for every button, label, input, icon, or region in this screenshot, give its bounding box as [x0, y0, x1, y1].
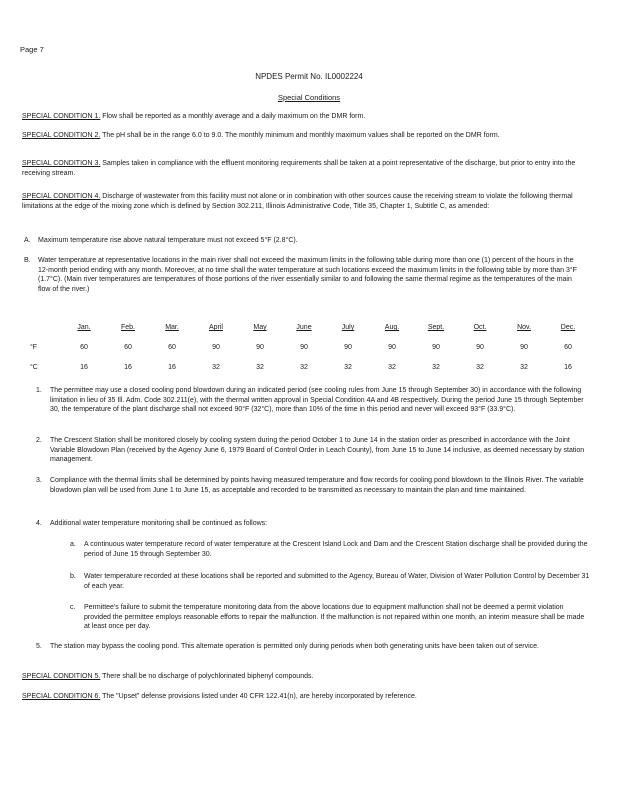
temperature-value: 60: [124, 344, 132, 351]
special-condition-4: [22, 192, 594, 211]
condition-4b: [24, 256, 578, 294]
month-header: Aug.: [384, 324, 400, 331]
temperature-value: 32: [476, 364, 484, 371]
temperature-value: 90: [476, 344, 484, 351]
month-header: July: [341, 324, 355, 331]
temperature-value: 32: [344, 364, 352, 371]
month-header: April: [208, 324, 223, 331]
temperature-value: 32: [256, 364, 264, 371]
temperature-limits-table: [30, 324, 590, 384]
numbered-item-5: [36, 642, 590, 652]
item-letter: a.: [70, 541, 76, 548]
temperature-value: 32: [212, 364, 220, 371]
temperature-value: 32: [432, 364, 440, 371]
item-text: Water temperature recorded at these locations shall be reported and submitted to the Agency, Bureau of Water, Division of Water Pollution Control by December 31 of each year.: [84, 573, 590, 590]
condition-label: SPECIAL CONDITION 2.: [22, 132, 101, 139]
table-row-celsius: [30, 364, 590, 384]
item-letter: B.: [24, 257, 31, 264]
month-header: June: [296, 324, 312, 331]
item-text: Additional water temperature monitoring shall be continued as follows:: [50, 520, 268, 527]
special-condition-6: [22, 692, 594, 702]
condition-text: There shall be no discharge of polychlorinated biphenyl compounds.: [100, 673, 314, 680]
permit-number: NPDES Permit No. IL0002224: [255, 72, 363, 81]
item-number: 1.: [36, 387, 42, 394]
temperature-value: 90: [212, 344, 220, 351]
monitoring-item-c: [70, 603, 590, 632]
condition-text: Samples taken in compliance with the effluent monitoring requirements shall be taken at a point representative of the discharge, but prior to entry into the receiving stream.: [22, 160, 576, 177]
numbered-item-1: [36, 386, 590, 415]
item-text: Maximum temperature rise above natural temperature must not exceed 5°F (2.8°C).: [38, 237, 298, 244]
special-condition-1: [22, 112, 594, 122]
temperature-value: 32: [520, 364, 528, 371]
page-number: Page 7: [20, 45, 44, 54]
unit-label: °F: [30, 344, 38, 351]
month-header: Jan.: [77, 324, 91, 331]
table-row-fahrenheit: [30, 344, 590, 364]
item-number: 3.: [36, 477, 42, 484]
table-header-row: [30, 324, 590, 344]
temperature-value: 90: [388, 344, 396, 351]
item-text: Water temperature at representative locations in the main river shall not exceed the maximum limits in the following table during more than one (1) percent of the hours in the 12-month period ending with any month. Moreover, at no time shall the water temperature at such locations exceed the maximum limits in the following table by more than 3°F (1.7°C). (Main river temperatures are temperatures of those portions of the river essentially similar to and following the same thermal regime as the temperatures of the main flow of the river.): [38, 257, 577, 293]
condition-label: SPECIAL CONDITION 4.: [22, 193, 101, 200]
temperature-value: 60: [564, 344, 572, 351]
month-header: Oct.: [473, 324, 487, 331]
temperature-value: 90: [300, 344, 308, 351]
condition-label: SPECIAL CONDITION 1.: [22, 113, 101, 120]
condition-label: SPECIAL CONDITION 5.: [22, 673, 101, 680]
condition-text: The "Upset" defense provisions listed under 40 CFR 122.41(n), are hereby incorporated by reference.: [100, 693, 417, 700]
item-text: The Crescent Station shall be monitored closely by cooling system during the period October 1 to June 14 in the station order as prescribed in accordance with the Joint Variable Blowdown Plan (received by the Agency June 6, 1979 Board of Control Order in Leach County), from June 15 to June 14 inclusive, as deemed necessary by station management.: [50, 437, 585, 463]
month-header: May: [253, 324, 267, 331]
month-header: Nov.: [517, 324, 531, 331]
month-header: Mar.: [165, 324, 179, 331]
condition-label: SPECIAL CONDITION 3.: [22, 160, 101, 167]
item-text: A continuous water temperature record of water temperature at the Crescent Island Lock and Dam and the Crescent Station discharge shall be provided during the period of June 15 through September 30.: [84, 541, 588, 558]
condition-label: SPECIAL CONDITION 6.: [22, 693, 101, 700]
item-text: Permittee's failure to submit the temperature monitoring data from the above locations due to equipment malfunction shall not be deemed a permit violation provided the permittee employs reasonable efforts to repair the malfunction. If the malfunction is not repaired within one month, an interim measure shall be made at least once per day.: [84, 604, 585, 630]
special-condition-5: [22, 672, 594, 682]
monitoring-item-a: [70, 540, 590, 559]
temperature-value: 32: [300, 364, 308, 371]
month-header: Dec.: [560, 324, 576, 331]
special-condition-3: [22, 159, 594, 178]
condition-text: Discharge of wastewater from this facility must not alone or in combination with other sources cause the receiving stream to violate the following thermal limitations at the edge of the mixing zone which is defined by Section 302.211, Illinois Administrative Code, Title 35, Chapter 1, Subtitle C, as amended:: [22, 193, 573, 210]
temperature-value: 90: [256, 344, 264, 351]
item-text: Compliance with the thermal limits shall be determined by points having measured temperature and flow records for cooling pond blowdown to the Illinois River. The variable blowdown plan will be used from June 1 to June 15, as acceptable and recorded to be transmitted as necessary to maintain the plan and time maintained.: [50, 477, 584, 494]
temperature-value: 16: [564, 364, 572, 371]
item-number: 2.: [36, 437, 42, 444]
month-header: Feb.: [120, 324, 135, 331]
item-number: 5.: [36, 643, 42, 650]
monitoring-item-b: [70, 572, 590, 591]
temperature-value: 90: [344, 344, 352, 351]
temperature-value: 90: [520, 344, 528, 351]
temperature-value: 90: [432, 344, 440, 351]
item-letter: c.: [70, 604, 76, 611]
temperature-value: 16: [80, 364, 88, 371]
month-header: Sept.: [427, 324, 445, 331]
item-text: The station may bypass the cooling pond. This alternate operation is permitted only during periods when both generating units have been taken out of service.: [50, 643, 540, 650]
temperature-value: 16: [168, 364, 176, 371]
numbered-item-4: [36, 519, 590, 529]
temperature-value: 60: [168, 344, 176, 351]
special-conditions-heading: Special Conditions: [277, 93, 341, 102]
temperature-value: 32: [388, 364, 396, 371]
unit-label: °C: [30, 364, 38, 371]
item-text: The permittee may use a closed cooling pond blowdown during an indicated period (see cooling rules from June 15 through September 30) in accordance with the following limitation in lieu of 35 Ill. Adm. Code 302.211(e), with the thermal written approval in Special Condition 4A and 4B respectively. During the period June 15 through September 30, the temperature of the plant discharge shall not exceed 90°F (32°C), more than 10% of the time in this period and never will exceed 93°F (33.9°C).: [50, 387, 584, 413]
numbered-item-2: [36, 436, 590, 465]
special-condition-2: [22, 131, 594, 141]
condition-text: The pH shall be in the range 6.0 to 9.0. The monthly minimum and monthly maximum values shall be reported on the DMR form.: [100, 132, 500, 139]
numbered-item-3: [36, 476, 590, 495]
temperature-value: 60: [80, 344, 88, 351]
item-letter: A.: [24, 237, 31, 244]
item-number: 4.: [36, 520, 42, 527]
condition-4a: [24, 236, 578, 246]
temperature-value: 16: [124, 364, 132, 371]
condition-text: Flow shall be reported as a monthly average and a daily maximum on the DMR form.: [100, 113, 366, 120]
item-letter: b.: [70, 573, 76, 580]
